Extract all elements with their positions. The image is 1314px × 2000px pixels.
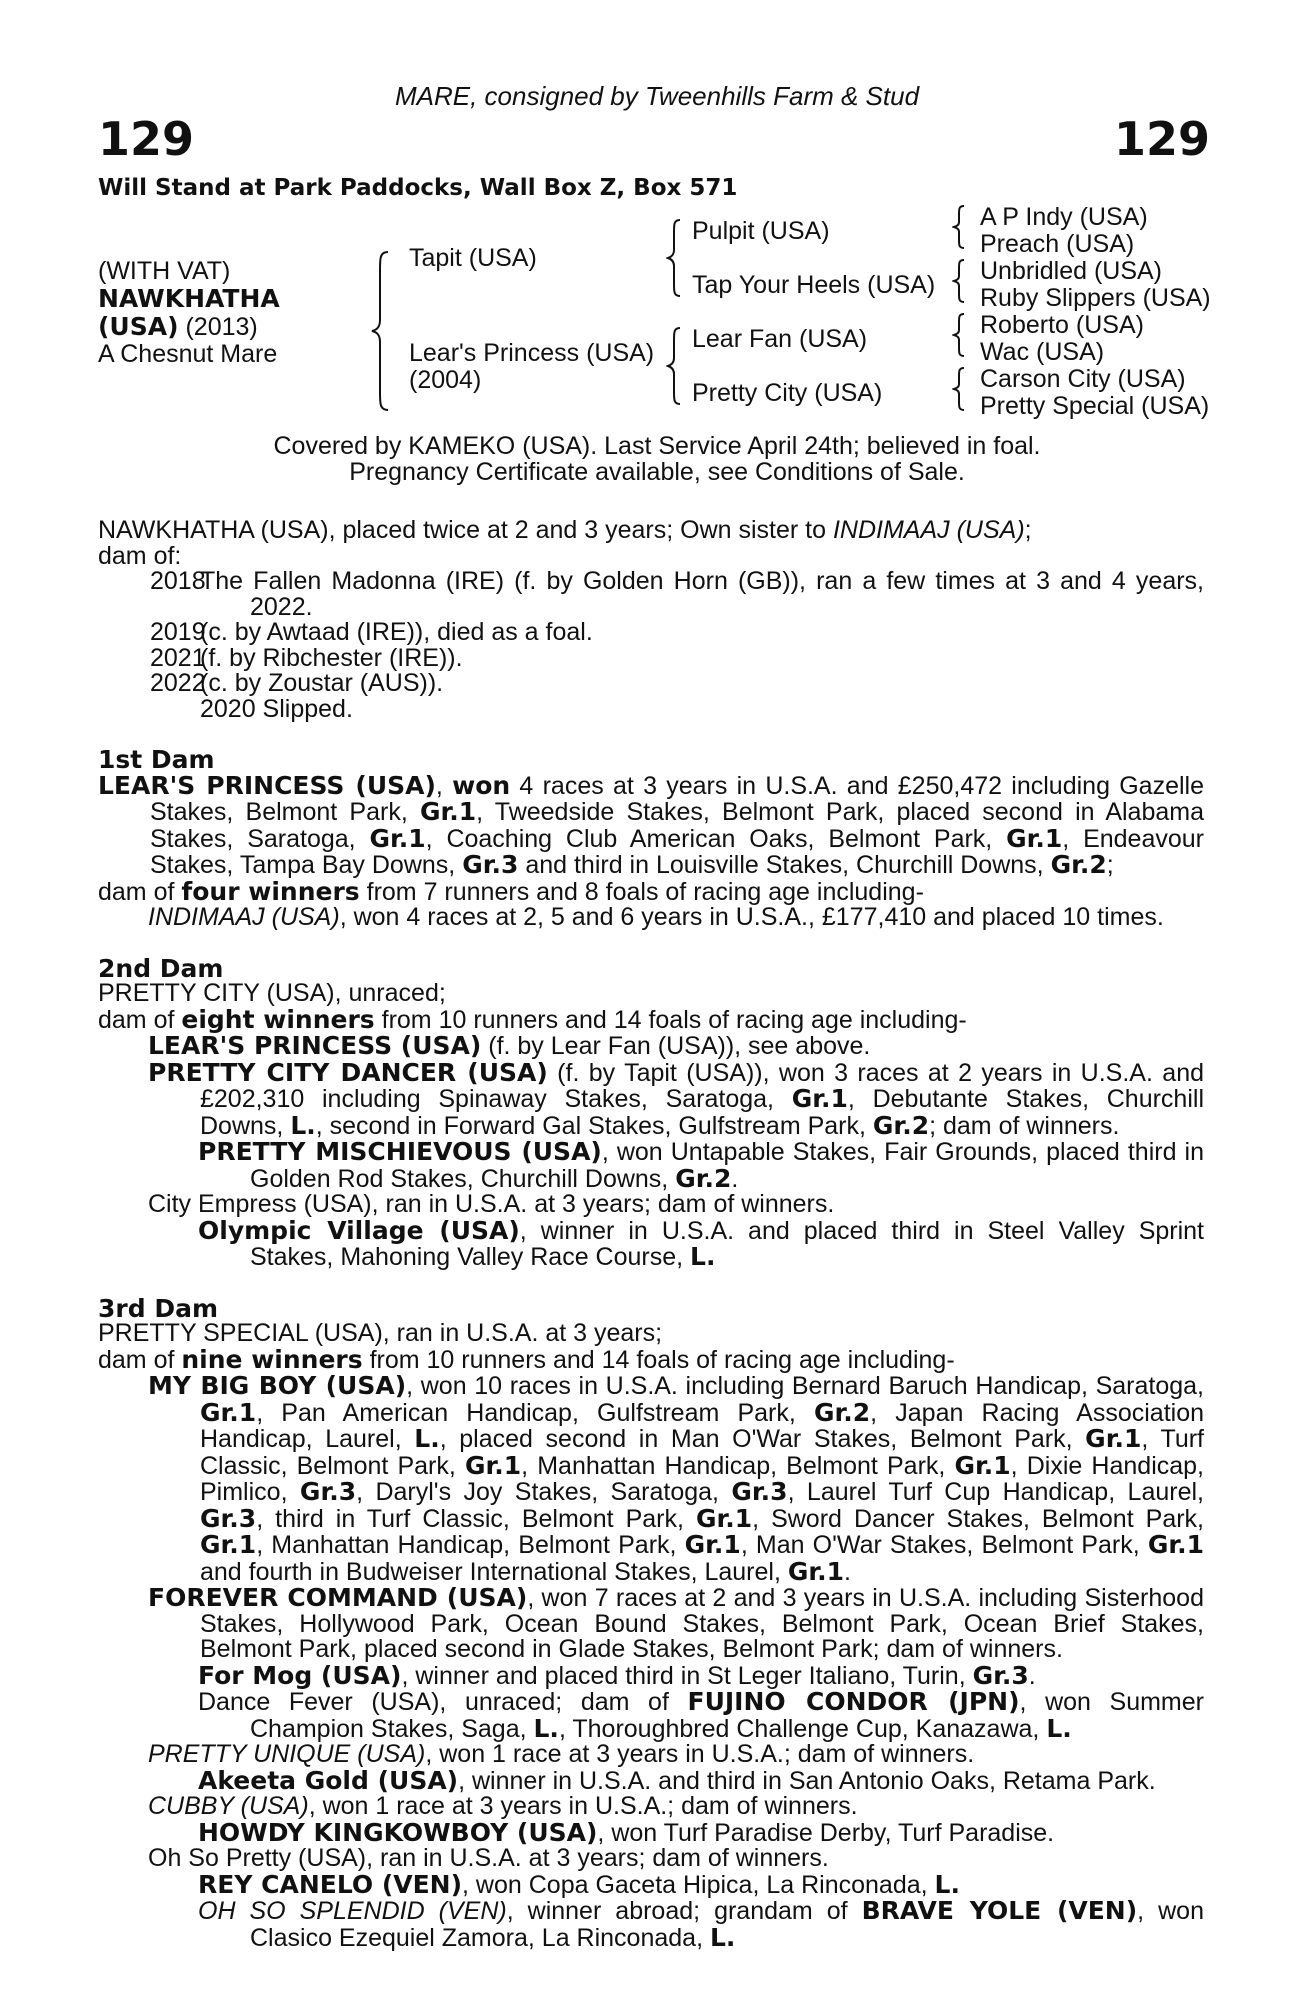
horse-year: (2013) [178,313,258,341]
produce-row [98,694,1204,723]
produce-year: 2022 [150,669,206,697]
second-dam-offspring: LEAR'S PRINCESS (USA) (f. by Lear Fan (USA)), see above. [148,1031,871,1060]
second-dam-offspring: PRETTY CITY DANCER (USA) (f. by Tapit (USA)), won 3 races at 2 years in U.S.A. and £202,310 including Spinaway Stakes, Saratoga, Gr.1, Debutante Stakes, Churchill Downs, L., second in Forward Gal Stakes, Gulfstream Park, Gr.2; dam of winners. [148,1057,1205,1140]
third-dam-offspring: PRETTY UNIQUE (USA), won 1 race at 3 years in U.S.A.; dam of winners. [148,1740,975,1768]
third-dam-grand-offspring: OH SO SPLENDID (VEN), winner abroad; grandam of BRAVE YOLE (VEN), won Clasico Ezequiel Zamora, La Rinconada, L. [198,1896,1204,1952]
third-dam-produce-summary: dam of nine winners from 10 runners and 14 foals of racing age including- [98,1344,955,1374]
pedigree-gen3-6: Wac (USA) [980,338,1105,366]
pedigree-gen3-8: Pretty Special (USA) [980,392,1210,420]
produce-text: (f. by Ribchester (IRE)). [200,643,463,672]
third-dam-grand-offspring: HOWDY KINGKOWBOY (USA), won Turf Paradise Derby, Turf Paradise. [198,1817,1055,1847]
pedigree-brace-g3-4 [952,366,968,412]
horse-country: (USA) [98,312,179,341]
pedigree-gen2-1: Pulpit (USA) [692,217,830,245]
second-dam-produce-summary: dam of eight winners from 10 runners and 14 foals of racing age including- [98,1004,967,1034]
pedigree-dam-year: (2004) [409,366,482,394]
catalogue-body [98,518,1204,1951]
third-dam-grand-offspring: REY CANELO (VEN), won Copa Gaceta Hipica, La Rinconada, L. [198,1869,960,1899]
third-dam-offspring: CUBBY (USA), won 1 race at 3 years in U.S.A.; dam of winners. [148,1792,858,1820]
pedigree-brace-g3-2 [952,258,968,304]
pedigree-gen2-2: Tap Your Heels (USA) [692,271,936,299]
pedigree-gen3-2: Preach (USA) [980,230,1135,258]
intro-punct: ; [1024,516,1032,544]
lot-number-right: 129 [1114,112,1211,166]
pedigree-brace-sire [666,218,684,298]
lot-number-left: 129 [98,112,195,166]
produce-year: 2019 [150,618,206,646]
intro-paragraph [98,518,1204,544]
first-dam-record: LEAR'S PRINCESS (USA), won 4 races at 3 years in U.S.A. and £250,472 including Gazelle Stakes, Belmont Park, Gr.1, Tweedside Stakes, Belmont Park, placed second in Alabama Stakes, Saratoga, Gr.1, Coaching Club American Oaks, Belmont Park, Gr.1, Endeavour Stakes, Tampa Bay Downs, Gr.3 and third in Louisville Stakes, Churchill Downs, Gr.2; [98,770,1204,879]
third-dam-record: PRETTY SPECIAL (USA), ran in U.S.A. at 3 years; [98,1319,663,1347]
third-dam-heading: 3rd Dam [98,1293,218,1323]
produce-row [98,569,1204,620]
first-dam-heading: 1st Dam [98,745,215,774]
pedigree-gen2-4: Pretty City (USA) [692,379,883,407]
produce-text: 2020 Slipped. [200,694,353,723]
third-dam-grand-offspring: For Mog (USA), winner and placed third in St Leger Italiano, Turin, Gr.3. [198,1660,1036,1690]
pedigree-brace-g3-1 [952,204,968,250]
second-dam-grand-offspring: Olympic Village (USA), winner in U.S.A. and placed third in Steel Valley Sprint Stakes, Mahoning Valley Race Course, L. [198,1215,1204,1271]
first-dam-offspring: INDIMAAJ (USA), won 4 races at 2, 5 and 6 years in U.S.A., £177,410 and placed 10 times. [148,903,1164,931]
produce-row [98,643,1204,672]
second-dam-heading: 2nd Dam [98,953,224,983]
second-dam-grand-offspring: PRETTY MISCHIEVOUS (USA), won Untapable Stakes, Fair Grounds, placed third in Golden Rod Stakes, Churchill Downs, Gr.2. [198,1137,1204,1193]
produce-row [98,620,1204,646]
produce-text: The Fallen Madonna (IRE) (f. by Golden Horn (GB)), ran a few times at 3 and 4 years, 2022. [200,567,1204,621]
third-dam-grand-offspring: Dance Fever (USA), unraced; dam of FUJINO CONDOR (JPN), won Summer Champion Stakes, Saga, L., Thoroughbred Challenge Cup, Kanazawa, L. [198,1687,1204,1743]
produce-row [98,671,1204,697]
dam-of-label: dam of: [98,541,182,570]
vat-label: (WITH VAT) [98,257,231,285]
horse-description: A Chesnut Mare [98,340,278,368]
third-dam-offspring: FOREVER COMMAND (USA), won 7 races at 2 and 3 years in U.S.A. including Sisterhood Stakes, Hollywood Park, Ocean Bound Stakes, Belmont Park, Ocean Brief Stakes, Belmont Park, placed second in Glade Stakes, Belmont Park; dam of winners. [148,1583,1204,1663]
pedigree-sire: Tapit (USA) [409,244,537,272]
pedigree-gen3-5: Roberto (USA) [980,311,1144,339]
third-dam-offspring: MY BIG BOY (USA), won 10 races in U.S.A. including Bernard Baruch Handicap, Saratoga, Gr.1, Pan American Handicap, Gulfstream Park, Gr.2, Japan Racing Association Handicap, Laurel, L., placed second in Man O'War Stakes, Belmont Park, Gr.1, Turf Classic, Belmont Park, Gr.1, Manhattan Handicap, Belmont Park, Gr.1, Dixie Handicap, Pimlico, Gr.3, Daryl's Joy Stakes, Saratoga, Gr.3, Laurel Turf Cup Handicap, Laurel, Gr.3, third in Turf Classic, Belmont Park, Gr.1, Sword Dancer Stakes, Belmont Park, Gr.1, Manhattan Handicap, Belmont Park, Gr.1, Man O'War Stakes, Belmont Park, Gr.1 and fourth in Budweiser International Stakes, Laurel, Gr.1. [148,1371,1205,1586]
consignor-caption: MARE, consigned by Tweenhills Farm & Stud [394,81,920,111]
sister-name: INDIMAAJ (USA) [832,516,1025,544]
pedigree-gen3-1: A P Indy (USA) [980,203,1148,231]
third-dam-grand-offspring: Akeeta Gold (USA), winner in U.S.A. and third in San Antonio Oaks, Retama Park. [198,1765,1156,1795]
first-dam-produce-summary: dam of four winners from 7 runners and 8 foals of racing age including- [98,876,924,906]
pedigree-brace-main [370,250,392,412]
second-dam-offspring: City Empress (USA), ran in U.S.A. at 3 years; dam of winners. [148,1190,835,1218]
produce-year: 2018 [150,567,206,595]
covering-info [0,433,1314,485]
pedigree-gen3-7: Carson City (USA) [980,365,1186,393]
produce-text: (c. by Awtaad (IRE)), died as a foal. [200,618,593,646]
horse-name: NAWKHATHA [98,284,280,313]
horse-identity [98,258,280,368]
pregnancy-line: Pregnancy Certificate available, see Conditions of Sale. [349,458,965,486]
pedigree-brace-dam [666,326,684,406]
pedigree-gen3-3: Unbridled (USA) [980,257,1163,285]
produce-text: (c. by Zoustar (AUS)). [200,669,444,697]
covering-line: Covered by KAMEKO (USA). Last Service April 24th; believed in foal. [273,432,1041,460]
stand-location: Will Stand at Park Paddocks, Wall Box Z, Box 571 [98,175,738,201]
pedigree-brace-g3-3 [952,312,968,358]
intro-text: NAWKHATHA (USA), placed twice at 2 and 3 years; Own sister to [98,516,833,544]
produce-year [98,697,200,723]
second-dam-record: PRETTY CITY (USA), unraced; [98,979,446,1007]
pedigree-gen3-4: Ruby Slippers (USA) [980,284,1211,312]
pedigree-gen2-3: Lear Fan (USA) [692,325,868,353]
produce-year: 2021 [150,643,206,672]
third-dam-offspring: Oh So Pretty (USA), ran in U.S.A. at 3 years; dam of winners. [148,1844,829,1872]
pedigree-dam: Lear's Princess (USA) [409,339,655,367]
